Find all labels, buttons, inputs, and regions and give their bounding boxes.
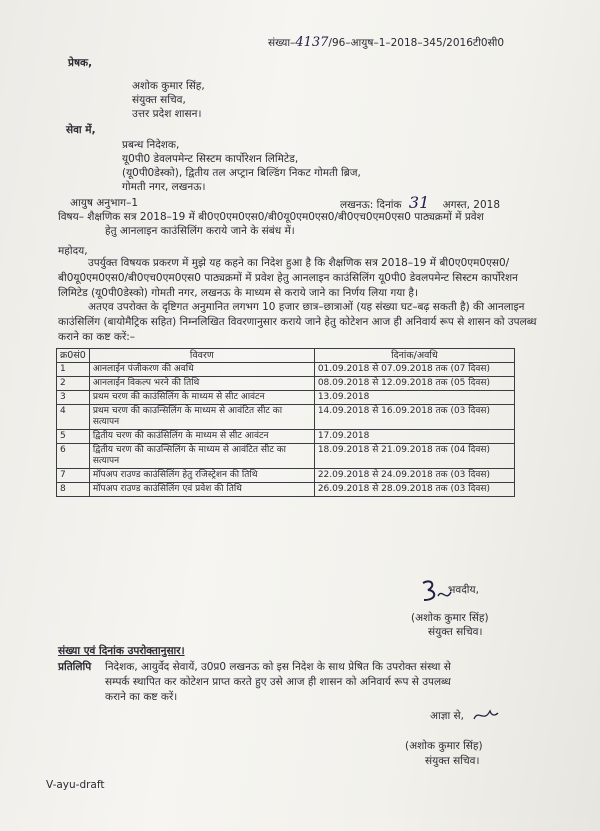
column-header-serial: क्र0सं0 [57,349,90,363]
cell-serial: 4 [57,405,90,430]
salutation: महोदय, [58,245,88,257]
cell-date: 08.09.2018 से 12.09.2018 तक (05 दिवस) [314,377,514,391]
cell-description: मॉपअप राउण्ड काउंसिलिंग एवं प्रवेश की तिथि [89,483,314,497]
cell-serial: 2 [57,377,90,391]
table-row [57,469,515,483]
cell-date: 22.09.2018 से 24.09.2018 तक (03 दिवस) [314,469,514,483]
cell-date: 14.09.2018 से 16.09.2018 तक (03 दिवस) [314,405,514,430]
cell-description: द्वितीय चरण की काउंसिलिंग के माध्यम से सीट आवंटन [89,430,314,444]
signoff-aagya: आज्ञा से, [430,710,464,722]
sender-label: प्रेषक, [68,57,93,69]
footer-draft-code: V-ayu-draft [46,779,105,791]
cell-serial: 7 [57,469,90,483]
column-header-description: विवरण [89,349,314,363]
schedule-table [56,348,515,497]
recipient-line-4: गोमती नगर, लखनऊ। [122,181,206,193]
cell-date: 13.09.2018 [314,391,514,405]
table-row [57,377,515,391]
cell-date: 26.09.2018 से 28.09.2018 तक (03 दिवस) [314,483,514,497]
recipient-line-1: प्रबन्ध निदेशक, [122,139,180,151]
copy-text-line-1: निदेशक, आयुर्वेद सेवायें, उ0प्र0 लखनऊ को इस निदेश के साथ प्रेषित कि उपरोक्त संस्था से [105,661,451,673]
cell-description: आनलाईन पंजीकरण की अवधि [89,363,314,377]
recipient-label: सेवा में, [66,124,96,136]
table-header-row [57,349,515,363]
signoff-designation: संयुक्त सचिव। [428,626,483,638]
subject-line-1: विषय– शैक्षणिक सत्र 2018–19 में बी0ए0एम0एस0/बी0यू0एम0एस0/बी0एच0एम0एस0 पाठ्यक्रमों में प्रवेश [58,211,484,223]
copy-heading: संख्या एवं दिनांक उपरोक्तानुसार। [58,645,185,657]
table-row [57,363,515,377]
recipient-line-3: (यू0पी0डेस्को), द्वितीय तल अप्ट्रान बिल्डिंग निकट गोमती ब्रिज, [122,167,361,179]
copy-label: प्रतिलिपि [58,661,92,673]
recipient-line-2: यू0पी0 डेवलपमेन्ट सिस्टम कार्पोरेशन लिमिटेड, [122,153,299,165]
copy-text-line-2: सम्पर्क स्थापित कर कोटेशन प्राप्त करते हुए उसे आज ही शासन को अनिवार्य रूप से उपलब्ध [105,676,451,688]
cell-serial: 5 [57,430,90,444]
table-row [57,444,515,469]
table-row [57,430,515,444]
cell-date: 17.09.2018 [314,430,514,444]
section-name: आयुष अनुभाग–1 [70,197,139,209]
table-row [57,483,515,497]
cell-description: द्वितीय चरण की काउन्सिलिंग के माध्यम से आवंटित सीट का सत्यापन [89,444,314,469]
table-row [57,405,515,430]
cell-description: आनलाईन विकल्प भरने की तिथि [89,377,314,391]
signoff2-name: (अशोक कुमार सिंह) [405,740,483,752]
cell-description: प्रथम चरण की काउंसिलिंग के माध्यम से सीट आवंटन [89,391,314,405]
sender-office: उत्तर प्रदेश शासन। [132,108,202,120]
sender-designation: संयुक्त सचिव, [132,94,186,106]
reference-number: संख्या–4137/96–आयुष–1–2018–345/2016टी0सी0 [268,35,505,50]
column-header-date: दिनांक/अवधि [314,349,514,363]
sender-name: अशोक कुमार सिंह, [132,80,205,92]
letter-date: लखनऊ: दिनांक 31 अगस्त, 2018 [340,193,501,212]
cell-serial: 1 [57,363,90,377]
signoff2-designation: संयुक्त सचिव। [425,755,480,767]
signoff-name: (अशोक कुमार सिंह) [411,612,489,624]
subject-line-2: हेतु आनलाइन काउंसिलिंग कराये जाने के संबंध में। [105,225,295,237]
cell-serial: 3 [57,391,90,405]
paragraph-1: उपर्युक्त विषयक प्रकरण में मुझे यह कहने का निदेश हुआ है कि शैक्षणिक सत्र 2018–19 में बी0ए0एम0एस0/बी0यू0एम0एस0/बी0एच0एम0एस0 पाठ्यक्रमों में प्रवेश हेतु आनलाइन काउंसिलिंग यू0पी0 डेवलपमेन्ट सिस्टम कार्पोरेशन लिमिटेड (यू0पी0डेस्को) गोमती नगर, लखनऊ के माध्यम से कराये जाने का निर्णय लिया गया है। [58,257,518,299]
initials-mark [470,705,500,727]
signoff-bhavdiya: भवदीय, [448,584,479,596]
cell-description: प्रथम चरण की काउन्सिलिंग के माध्यम से आवंटित सीट का सत्यापन [89,405,314,430]
paragraph-2: अतएव उपरोक्त के दृष्टिगत अनुमानित लगभग 10 हजार छात्र–छात्राओं (यह संख्या घट–बढ़ सकती है) की आनलाइन काउंसिलिंग (बायोमैट्रिक सहित) निम्नलिखित विवरणानुसार कराये जाने हेतु कोटेशन आज ही अनिवार्य रूप से शासन को उपलब्ध कराने का कष्ट करें:– [58,301,537,343]
cell-serial: 8 [57,483,90,497]
cell-description: मॉपअप राउण्ड काउंसिलिंग हेतु रजिस्ट्रेशन की तिथि [89,469,314,483]
cell-date: 01.09.2018 से 07.09.2018 तक (07 दिवस) [314,363,514,377]
table-row [57,391,515,405]
cell-serial: 6 [57,444,90,469]
cell-date: 18.09.2018 से 21.09.2018 तक (04 दिवस) [314,444,514,469]
copy-text-line-3: कराने का कष्ट करें। [105,691,178,703]
